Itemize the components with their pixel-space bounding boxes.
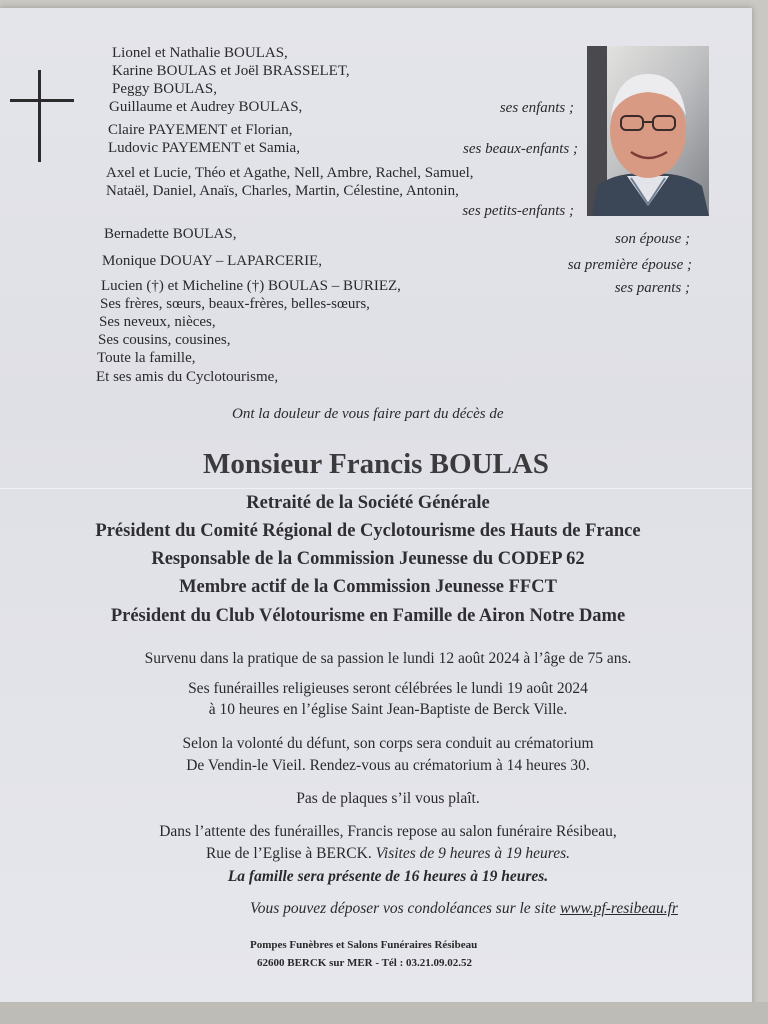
- plaques-info: Pas de plaques s’il vous plaît.: [296, 790, 480, 807]
- family-other-line: Et ses amis du Cyclotourisme,: [96, 369, 279, 385]
- salon-info: [12, 845, 764, 863]
- crematorium-info: Selon la volonté du défunt, son corps sera conduit au crématorium: [182, 735, 594, 752]
- visiting-hours: Visites de 9 heures à 19 heures.: [375, 845, 571, 862]
- condolences-text: Vous pouvez déposer vos condoléances sur le site: [250, 900, 560, 917]
- table-surface: [0, 1002, 768, 1024]
- family-inlaws-line: Claire PAYEMENT et Florian,: [108, 122, 293, 138]
- funeral-info: à 10 heures en l’église Saint Jean-Baptiste de Berck Ville.: [208, 701, 568, 718]
- family-inlaws-line: Ludovic PAYEMENT et Samia,: [108, 140, 300, 156]
- death-info: Survenu dans la pratique de sa passion le lundi 12 août 2024 à l’âge de 75 ans.: [144, 650, 632, 667]
- family-other-line: Toute la famille,: [97, 350, 196, 366]
- parents-role: ses parents ;: [614, 280, 690, 296]
- inlaws-role: ses beaux-enfants ;: [463, 141, 578, 157]
- funeral-home-name: Pompes Funèbres et Salons Funéraires Résibeau: [250, 939, 478, 951]
- family-children-line: Guillaume et Audrey BOULAS,: [109, 99, 303, 115]
- deceased-title: Membre actif de la Commission Jeunesse FFCT: [179, 577, 557, 597]
- grandchildren-role: ses petits-enfants ;: [462, 203, 574, 219]
- parents-names: Lucien (†) et Micheline (†) BOULAS – BURIEZ,: [101, 278, 401, 294]
- spouse-name: Bernadette BOULAS,: [104, 226, 237, 242]
- funeral-info: Ses funérailles religieuses seront célébrées le lundi 19 août 2024: [188, 680, 588, 697]
- latin-cross-icon: [10, 70, 74, 166]
- crematorium-info: De Vendin-le Vieil. Rendez-vous au crématorium à 14 heures 30.: [186, 757, 590, 774]
- deceased-title: Président du Comité Régional de Cyclotourisme des Hauts de France: [95, 521, 641, 541]
- first-spouse-role: sa première épouse ;: [567, 257, 692, 273]
- family-children-line: Peggy BOULAS,: [112, 81, 218, 97]
- deceased-name: Monsieur Francis BOULAS: [203, 448, 549, 480]
- spouse-role: son épouse ;: [615, 231, 690, 247]
- family-other-line: Ses frères, sœurs, beaux-frères, belles-sœurs,: [100, 296, 370, 312]
- family-children-line: Lionel et Nathalie BOULAS,: [112, 45, 288, 61]
- family-other-line: Ses cousins, cousines,: [98, 332, 231, 348]
- family-children-line: Karine BOULAS et Joël BRASSELET,: [112, 63, 350, 79]
- announce-text: Ont la douleur de vous faire part du décès de: [232, 406, 504, 422]
- children-role: ses enfants ;: [499, 100, 574, 116]
- condolences-link[interactable]: www.pf-resibeau.fr: [559, 900, 678, 917]
- family-presence: La famille sera présente de 16 heures à 19 heures.: [227, 868, 549, 885]
- paper-fold: [0, 488, 752, 489]
- funeral-home-address: 62600 BERCK sur MER - Tél : 03.21.09.02.52: [257, 957, 473, 969]
- deceased-title: Président du Club Vélotourisme en Famille de Airon Notre Dame: [110, 606, 626, 626]
- salon-info: Dans l’attente des funérailles, Francis repose au salon funéraire Résibeau,: [159, 823, 617, 840]
- family-grandchildren-line: Nataël, Daniel, Anaïs, Charles, Martin, Célestine, Antonin,: [106, 183, 459, 199]
- first-spouse-name: Monique DOUAY – LAPARCERIE,: [102, 253, 323, 269]
- obituary-notice: [0, 8, 752, 1010]
- deceased-title: Retraité de la Société Générale: [246, 493, 490, 513]
- salon-address: Rue de l’Eglise à BERCK.: [205, 845, 376, 862]
- family-grandchildren-line: Axel et Lucie, Théo et Agathe, Nell, Ambre, Rachel, Samuel,: [106, 165, 474, 181]
- family-other-line: Ses neveux, nièces,: [99, 314, 216, 330]
- portrait-photo: [587, 46, 709, 216]
- condolences-info: [250, 900, 678, 918]
- deceased-title: Responsable de la Commission Jeunesse du CODEP 62: [151, 549, 585, 569]
